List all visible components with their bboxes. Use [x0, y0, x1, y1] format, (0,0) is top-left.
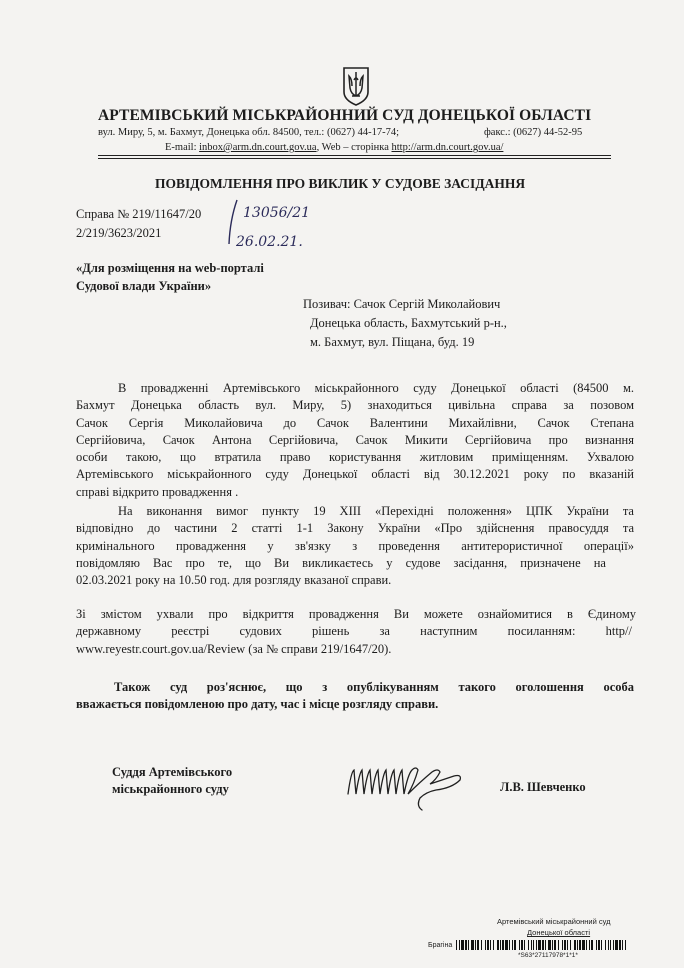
case-number: Справа № 219/11647/20: [76, 207, 202, 221]
contact-line: [165, 142, 605, 153]
judge-position-line1: Суддя Артемівського: [112, 765, 233, 779]
barcode: [456, 940, 626, 950]
handwritten-registration-date: 26.02.21.: [236, 234, 303, 250]
header-divider-thin: [98, 158, 611, 159]
body-paragraph-4: [76, 679, 634, 714]
paragraph-line: www.reyestr.court.gov.ua/Review (за № справи 219/1647/20).: [76, 641, 392, 656]
paragraph-line: державному реєстрі судових рішень за наступним посиланням: http//: [76, 624, 632, 639]
placement-note-line1: «Для розміщення на web-порталі: [76, 261, 264, 275]
fax-text: факс.: (0627) 44-52-95: [484, 127, 583, 138]
body-paragraph-2: [76, 503, 634, 589]
court-address: [98, 127, 618, 138]
paragraph-line: повідомляю Вас про те, що Ви викликаєтесь у судове засідання, призначене на: [76, 555, 606, 570]
web-link[interactable]: http://arm.dn.court.gov.ua/: [391, 142, 504, 153]
email-link[interactable]: inbox@arm.dn.court.gov.ua: [199, 142, 317, 153]
paragraph-line: Сергійовича, Сачок Антона Сергійовича, Сачок Микити Сергійовича про визнання: [76, 432, 634, 447]
plaintiff-address: м. Бахмут, вул. Піщана, буд. 19: [310, 335, 475, 349]
plaintiff-name: Позивач: Сачок Сергій Миколайович: [303, 297, 501, 311]
judge-name: Л.В. Шевченко: [500, 780, 586, 794]
address-text: вул. Миру, 5, м. Бахмут, Донецька обл. 84500, тел.: (0627) 44-17-74;: [98, 127, 400, 138]
paragraph-line: особи такою, що втратила право користування житловим приміщенням. Ухвалою: [76, 450, 634, 465]
header-divider: [98, 155, 611, 156]
paragraph-line: В провадженні Артемівського міськрайонного суду Донецької області (84500 м.: [118, 381, 634, 395]
plaintiff-region: Донецька область, Бахмутський р-н.,: [310, 316, 507, 330]
paragraph-line: Також суд роз'яснює, що з опублікуванням такого оголошення особа: [114, 680, 634, 694]
barcode-text: *S63*27117978*1*1*: [518, 952, 578, 959]
paragraph-line: Бахмут Донецька область вул. Миру, 5) знаходиться цивільна справа за позовом: [76, 398, 634, 413]
judge-position-line2: міськрайонного суду: [112, 782, 229, 796]
trident-emblem-icon: [341, 66, 371, 106]
paragraph-line: На виконання вимог пункту 19 ХІІІ «Перехідні положення» ЦПК України та: [118, 504, 634, 518]
stamp-court-name: Артемівський міськрайонний суд: [497, 917, 611, 926]
court-name: АРТЕМІВСЬКИЙ МІСЬКРАЙОННИЙ СУД ДОНЕЦЬКОЇ ОБЛАСТІ: [98, 107, 592, 124]
paragraph-line: справі відкрито провадження .: [76, 484, 239, 499]
placement-note-line2: Судової влади України»: [76, 279, 212, 293]
barcode-label: Брагіна: [428, 942, 453, 949]
paragraph-line: Артемівського міськрайонного суду Донецької області від 30.12.2021 року по вказаній: [76, 467, 634, 482]
case-subnumber: 2/219/3623/2021: [76, 226, 162, 240]
paragraph-line: Зі змістом ухвали про відкриття провадження Ви можете ознайомитися в Єдиному: [76, 607, 636, 621]
email-label: E-mail:: [165, 142, 197, 153]
paragraph-line: вважається повідомленою про дату, час і місце розгляду справи.: [76, 697, 439, 712]
paragraph-line: Сачок Сергія Миколайовича до Сачок Валентини Михайлівни, Сачок Степана: [76, 415, 634, 430]
paragraph-line: відповідно до частини 2 статті 1-1 Закону України «Про здійснення правосуддя та: [76, 521, 634, 536]
handwritten-registration-number: 13056/21: [243, 205, 311, 221]
handwritten-signature: [342, 754, 472, 812]
notice-title: ПОВІДОМЛЕННЯ ПРО ВИКЛИК У СУДОВЕ ЗАСІДАННЯ: [155, 176, 526, 191]
paragraph-line: кримінального провадження у зв'язку з проведення антитерористичної операції»: [76, 538, 634, 553]
body-paragraph-1: [76, 380, 634, 501]
body-paragraph-3: [76, 606, 636, 658]
paragraph-line: 02.03.2021 року на 10.50 год. для розгляду вказаної справи.: [76, 573, 392, 588]
web-label: , Web – сторінка: [316, 142, 389, 153]
stamp-region: Донецької області: [527, 928, 591, 937]
